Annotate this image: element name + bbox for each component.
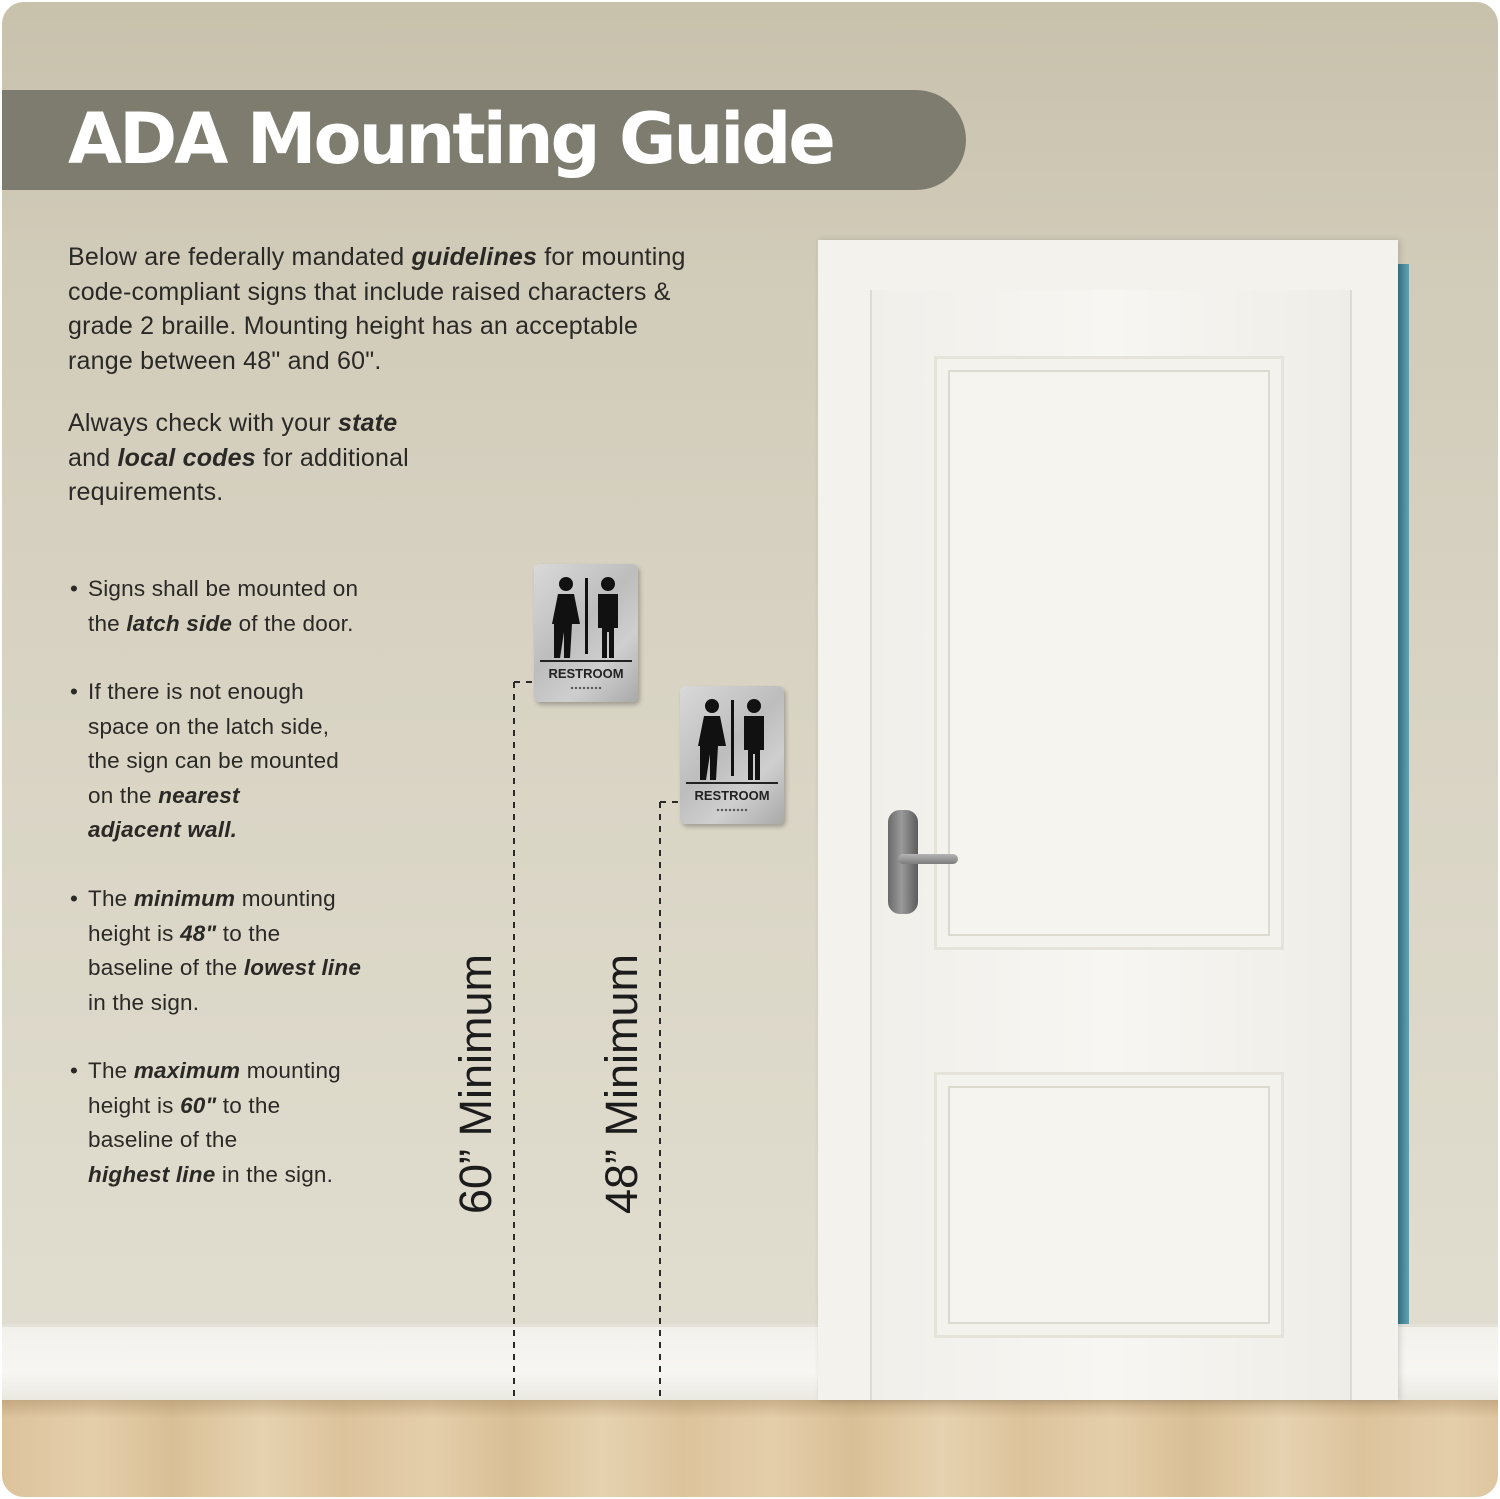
bullet-line: in the sign. [88, 989, 200, 1015]
intro-line-1: Below are federally mandated guidelines for mounting [68, 243, 686, 271]
bullet-line: baseline of the lowest line [88, 955, 362, 980]
restroom-people-icon [540, 572, 632, 658]
intro-line-3: grade 2 braille. Mounting height has an acceptable [68, 312, 639, 340]
bullet-line: If there is not enough [88, 679, 304, 704]
restroom-people-icon [686, 694, 778, 780]
sign-divider [686, 782, 778, 784]
intro-line-4: range between 48" and 60". [68, 346, 382, 375]
min-height-label: 48” Minimum [596, 953, 647, 1214]
bullet-line: the latch side of the door. [88, 610, 354, 636]
check-line-3: requirements. [68, 478, 224, 506]
bullet-dot: • [70, 886, 79, 911]
restroom-sign-upper [534, 564, 638, 702]
bullet-line: on the nearest [88, 782, 240, 808]
intro-line-2: code-compliant signs that include raised characters & [68, 277, 671, 306]
bullet-line: The maximum mounting [88, 1058, 341, 1083]
bullet-line: The minimum mounting [88, 886, 336, 911]
bullet-dot: • [70, 679, 79, 704]
bullet-line: the sign can be mounted [88, 748, 340, 773]
bullet-line: height is 60" to the [88, 1092, 281, 1118]
braille-dots [570, 686, 602, 690]
check-line-2: and local codes for additional [68, 443, 409, 472]
bullet-line: baseline of the [88, 1127, 238, 1152]
bullet-line: adjacent wall. [88, 817, 238, 842]
restroom-sign-lower [680, 686, 784, 824]
page-title: ADA Mounting Guide [68, 98, 833, 180]
braille-dots [716, 808, 748, 812]
check-line-1: Always check with your state [68, 409, 398, 437]
bullet-line: highest line in the sign. [88, 1161, 334, 1187]
bullet-line: space on the latch side, [88, 713, 330, 739]
bullet-dot: • [70, 1058, 79, 1083]
sign-label: RESTROOM [548, 666, 624, 681]
guide-frame [2, 2, 1498, 1497]
bullet-line: height is 48" to the [88, 920, 281, 946]
max-height-label: 60” Minimum [450, 953, 501, 1214]
bullet-line: Signs shall be mounted on [88, 576, 359, 601]
sign-label: RESTROOM [694, 788, 770, 803]
sign-divider [540, 660, 632, 662]
bullet-dot: • [70, 576, 79, 601]
